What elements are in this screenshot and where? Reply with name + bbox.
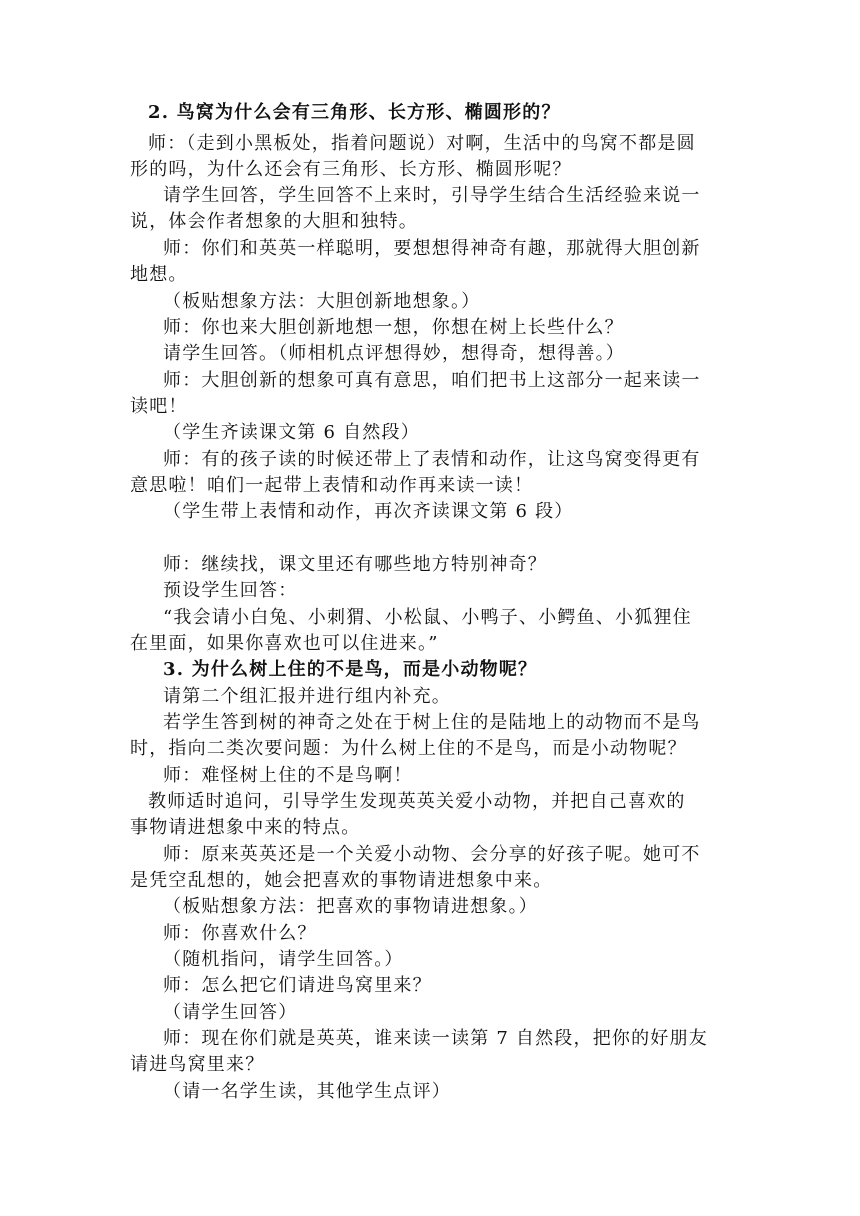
paragraph-line: 请学生回答，学生回答不上来时，引导学生结合生活经验来说一 bbox=[163, 185, 701, 206]
paragraph-line: 师：有的孩子读的时候还带上了表情和动作，让这鸟窝变得更有 bbox=[163, 449, 701, 470]
paragraph-line: 教师适时追问，引导学生发现英英关爱小动物，并把自己喜欢的 bbox=[148, 791, 686, 812]
paragraph-line: 师：怎么把它们请进鸟窝里来？ bbox=[163, 975, 432, 996]
paragraph-line: 师：你们和英英一样聪明，要想想得神奇有趣，那就得大胆创新 bbox=[163, 238, 701, 259]
paragraph-line: 意思啦！咱们一起带上表情和动作再来读一读！ bbox=[130, 475, 534, 496]
paragraph-line: 事物请进想象中来的特点。 bbox=[130, 817, 361, 838]
paragraph-line: （请一名学生读，其他学生点评） bbox=[163, 1081, 451, 1102]
paragraph-line: 时，指向二类次要问题：为什么树上住的不是鸟，而是小动物呢？ bbox=[130, 738, 687, 759]
paragraph-line: （学生带上表情和动作，再次齐读课文第 6 段） bbox=[163, 501, 574, 522]
paragraph-line: 师：难怪树上住的不是鸟啊！ bbox=[163, 765, 413, 786]
paragraph-line: 预设学生回答： bbox=[163, 580, 298, 601]
paragraph-line: “我会请小白兔、小刺猬、小松鼠、小鸭子、小鳄鱼、小狐狸住 bbox=[163, 607, 692, 628]
heading-question-2: 2. 鸟窝为什么会有三角形、长方形、椭圆形的？ bbox=[148, 102, 561, 123]
paragraph-line: （请学生回答） bbox=[163, 1002, 298, 1023]
paragraph-line: （板贴想象方法：大胆创新地想象。） bbox=[163, 291, 481, 312]
paragraph-line: 师：继续找，课文里还有哪些地方特别神奇？ bbox=[163, 554, 547, 575]
heading-question-3: 3. 为什么树上住的不是鸟，而是小动物呢？ bbox=[163, 659, 538, 680]
paragraph-line: 是凭空乱想的，她会把喜欢的事物请进想象中来。 bbox=[130, 870, 553, 891]
paragraph-line: 师：大胆创新的想象可真有意思，咱们把书上这部分一起来读一 bbox=[163, 370, 701, 391]
paragraph-line: 师：你喜欢什么？ bbox=[163, 923, 317, 944]
paragraph-line: 师：你也来大胆创新地想一想，你想在树上长些什么？ bbox=[163, 317, 624, 338]
paragraph-line: （板贴想象方法：把喜欢的事物请进想象。） bbox=[163, 896, 538, 917]
paragraph-line: （学生齐读课文第 6 自然段） bbox=[163, 422, 420, 443]
paragraph-line: 地想。 bbox=[130, 264, 188, 285]
paragraph-line: 请进鸟窝里来？ bbox=[130, 1054, 265, 1075]
paragraph-line: 若学生答到树的神奇之处在于树上住的是陆地上的动物而不是鸟 bbox=[163, 712, 701, 733]
paragraph-line: 师：原来英英还是一个关爱小动物、会分享的好孩子呢。她可不 bbox=[163, 844, 701, 865]
paragraph-line: 请第二个组汇报并进行组内补充。 bbox=[163, 686, 451, 707]
paragraph-line: 师：现在你们就是英英，谁来读一读第 7 自然段，把你的好朋友 bbox=[163, 1028, 708, 1049]
paragraph-line: 读吧！ bbox=[130, 396, 188, 417]
paragraph-line: 请学生回答。（师相机点评想得妙，想得奇，想得善。） bbox=[163, 343, 625, 364]
paragraph-line: 在里面，如果你喜欢也可以住进来。” bbox=[130, 633, 439, 654]
paragraph-line: （随机指问，请学生回答。） bbox=[163, 949, 404, 970]
paragraph-line: 形的吗，为什么还会有三角形、长方形、椭圆形呢？ bbox=[130, 159, 572, 180]
paragraph-line: 说，体会作者想象的大胆和独特。 bbox=[130, 211, 418, 232]
paragraph-line: 师：（走到小黑板处，指着问题说）对啊，生活中的鸟窝不都是圆 bbox=[148, 133, 696, 154]
